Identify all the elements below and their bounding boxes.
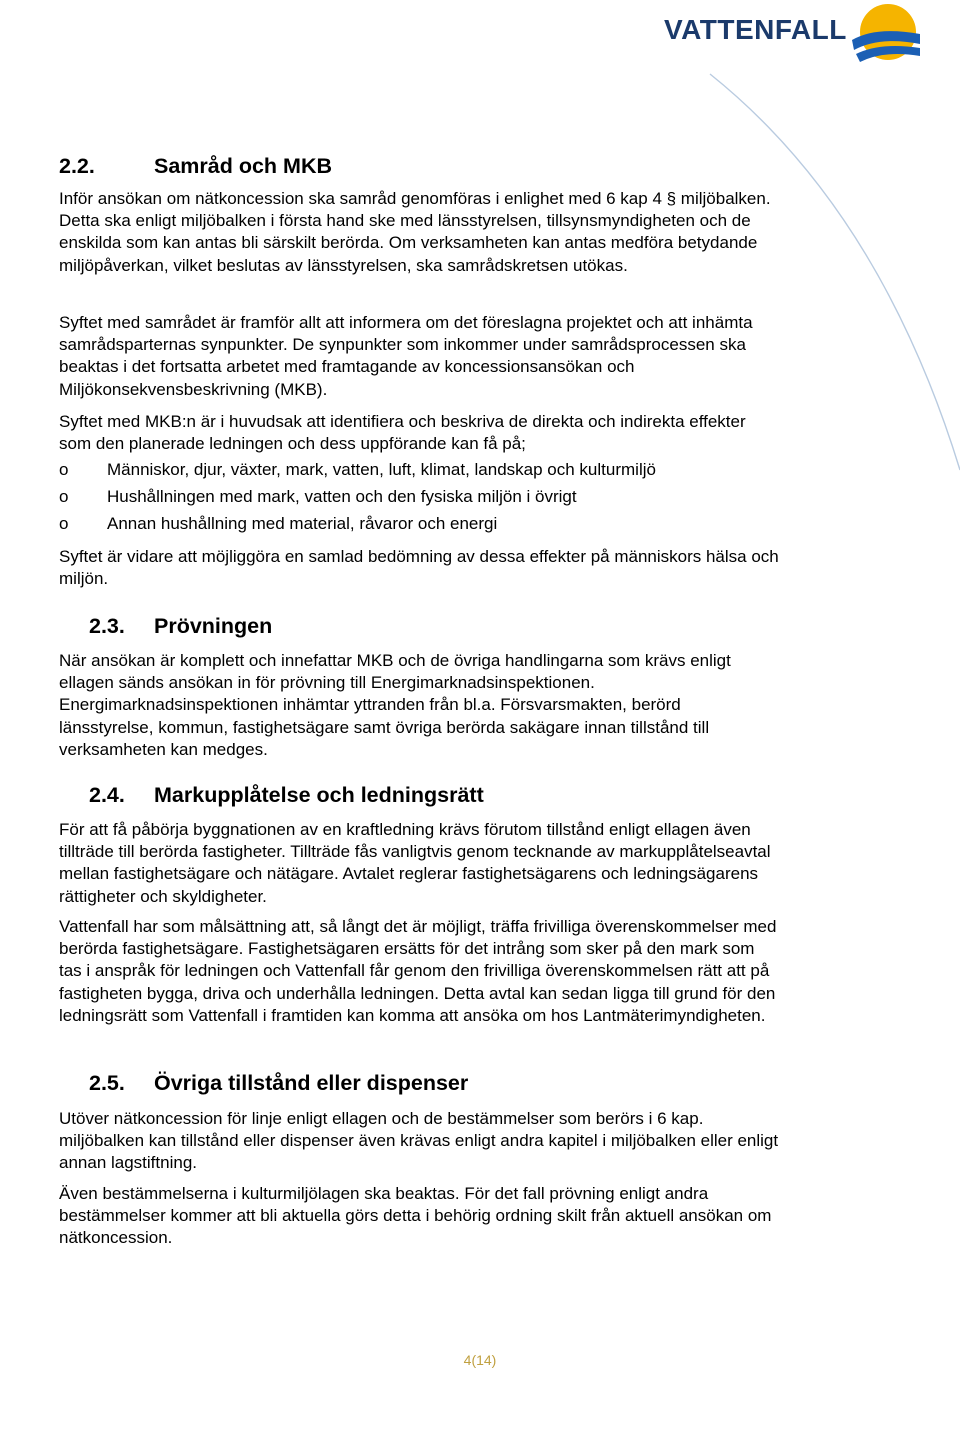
vattenfall-logo bbox=[664, 0, 960, 72]
paragraph: Utöver nätkoncession för linje enligt ellagen och de bestämmelser som berörs i 6 kap. miljöbalken kan tillstånd eller dispenser även krävas enligt andra kapitel i miljöbalken eller enligt annan lagstiftning. bbox=[59, 1109, 779, 1173]
paragraph: Vattenfall har som målsättning att, så långt det är möjligt, träffa frivilliga överenskommelser med berörda fastighetsägare. Fastighetsägaren ersätts för det intrång som sker på den mark som tas i anspråk för ledningen och Vattenfall får genom den frivilliga överenskommelsen rätt att på fastigheten bygga, driva och underhålla ledningen. Detta avtal kan sedan ligga till grund för den ledningsrätt som Vattenfall i framtiden kan komma att ansöka om hos Lantmäterimyndigheten. bbox=[59, 917, 777, 1025]
section-heading-2-4: 2.4. Markupplåtelse och ledningsrätt bbox=[89, 783, 484, 807]
page-number: 4(14) bbox=[463, 1352, 497, 1368]
paragraph: Syftet med MKB:n är i huvudsak att identifiera och beskriva de direkta och indirekta effekter som den planerade ledningen och dess uppförande kan få på; bbox=[59, 412, 746, 454]
vattenfall-sun-wave-icon bbox=[846, 0, 922, 70]
effects-list bbox=[59, 459, 779, 540]
section-heading-2-5: 2.5. Övriga tillstånd eller dispenser bbox=[89, 1071, 469, 1095]
paragraph: Inför ansökan om nätkoncession ska samråd genomföras i enlighet med 6 kap 4 § miljöbalken. Detta ska enligt miljöbalken i första hand ske med länsstyrelsen, tillsynsmyndigheten och de enskilda som kan antas bli särskilt berörda. Om verksamheten kan antas medföra betydande miljöpåverkan, vilket beslutas av länsstyrelsen, ska samrådskretsen utökas. bbox=[59, 189, 771, 275]
paragraph: Syftet är vidare att möjliggöra en samlad bedömning av dessa effekter på människors hälsa och miljön. bbox=[59, 547, 779, 589]
paragraph: När ansökan är komplett och innefattar MKB och de övriga handlingarna som krävs enligt ellagen sänds ansökan in för prövning till Energimarknadsinspektionen. Energimarknadsinspektionen inhämtar yttranden från bl.a. Försvarsmakten, berörd länsstyrelse, kommun, fastighetsägare samt övriga berörda sakägare innan tillstånd till verksamheten kan medges. bbox=[59, 651, 731, 759]
section-heading-2-2: 2.2. Samråd och MKB bbox=[59, 154, 333, 178]
paragraph: Även bestämmelserna i kulturmiljölagen ska beaktas. För det fall prövning enligt andra bestämmelser kommer att bli aktuella görs detta i behörig ordning skilt från aktuell ansökan om nätkoncession. bbox=[59, 1184, 772, 1248]
paragraph: För att få påbörja byggnationen av en kraftledning krävs förutom tillstånd enligt ellagen även tillträde till berörda fastigheter. Tillträde fås vanligtvis genom tecknande av markupplåtelseavtal mellan fastighetsägare och nätägare. Avtalet reglerar fastighetsägarens och ledningsägarens rättigheter och skyldigheter. bbox=[59, 820, 771, 906]
list-item: o Människor, djur, växter, mark, vatten, luft, klimat, landskap och kulturmiljö bbox=[59, 460, 656, 479]
logo-wordmark: VATTENFALL bbox=[664, 14, 847, 45]
paragraph: Syftet med samrådet är framför allt att informera om det föreslagna projektet och att inhämta samrådsparternas synpunkter. De synpunkter som inkommer under samrådsprocessen ska beaktas i det fortsatta arbetet med framtagande av koncessionsansökan och Miljökonsekvensbeskrivning (MKB). bbox=[59, 313, 753, 399]
section-heading-2-3: 2.3. Prövningen bbox=[89, 614, 273, 638]
list-item: o Hushållningen med mark, vatten och den fysiska miljön i övrigt bbox=[59, 487, 577, 506]
list-item: o Annan hushållning med material, råvaror och energi bbox=[59, 514, 498, 533]
